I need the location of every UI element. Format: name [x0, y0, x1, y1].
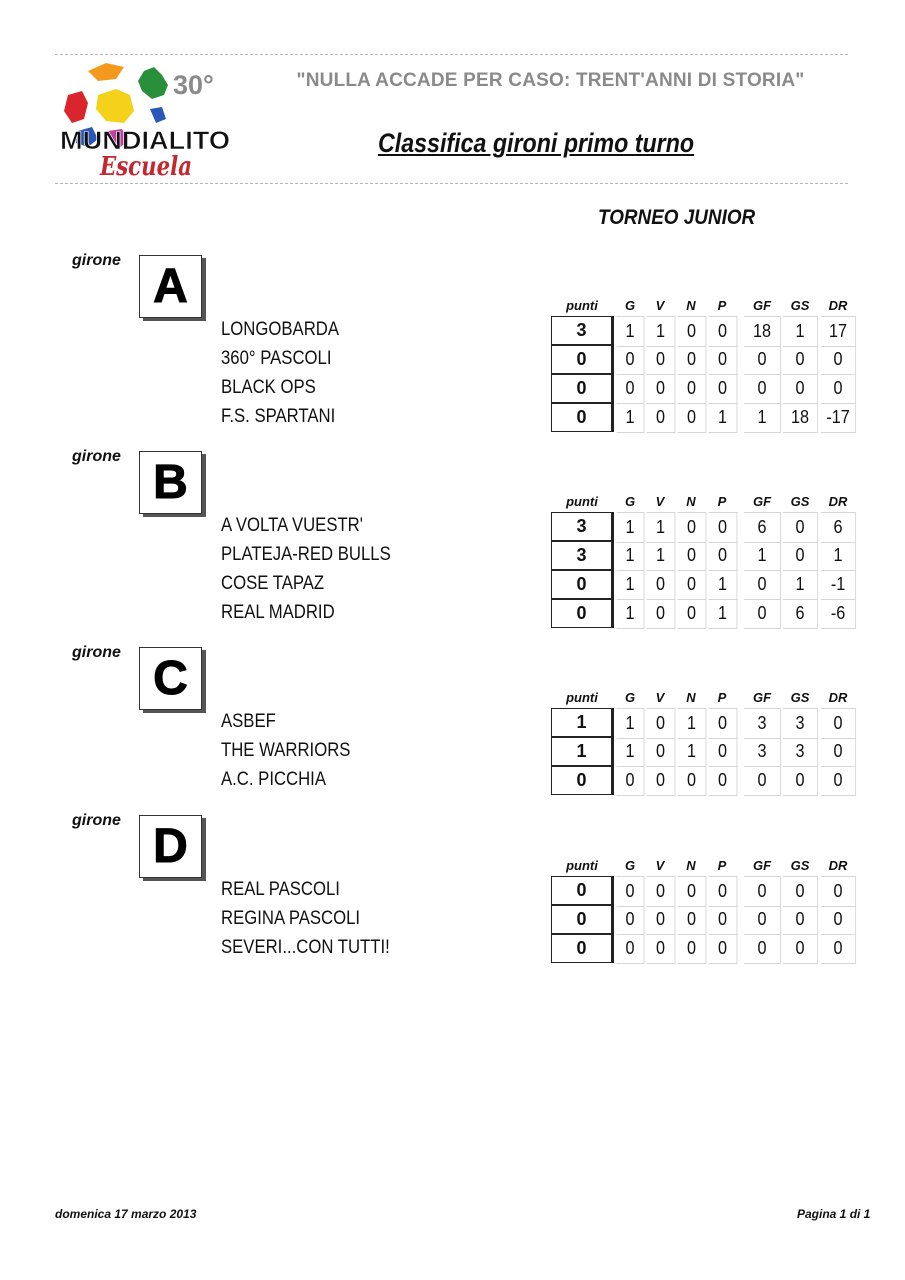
column-header-points: punti — [566, 690, 598, 705]
stat-n: 0 — [677, 876, 706, 907]
stat-gf: 1 — [744, 541, 781, 571]
stat-n: 0 — [677, 766, 706, 796]
stat-v: 0 — [646, 934, 675, 964]
stat-gs: 0 — [783, 905, 818, 935]
column-header-points: punti — [566, 298, 598, 313]
table-row — [0, 737, 905, 766]
team-name: SEVERI...CON TUTTI! — [221, 937, 390, 958]
column-header-n: N — [686, 494, 696, 509]
stat-p: 0 — [708, 708, 737, 739]
stat-n: 1 — [677, 708, 706, 739]
stat-n: 0 — [677, 403, 706, 433]
group-letter: C — [153, 651, 188, 705]
svg-text:MUNDIALITO: MUNDIALITO — [60, 127, 230, 155]
stat-p: 0 — [708, 512, 737, 543]
column-header-v: V — [655, 858, 665, 873]
stat-dr: 0 — [821, 345, 856, 375]
team-points: 3 — [551, 316, 614, 345]
stat-gf: 0 — [744, 374, 781, 404]
column-header-gf: GF — [752, 858, 772, 873]
stat-gf: 0 — [744, 876, 781, 907]
stat-gs: 1 — [783, 316, 818, 347]
stat-gf: 3 — [744, 737, 781, 767]
team-points: 0 — [551, 374, 614, 403]
stat-p: 0 — [708, 737, 737, 767]
group-letter: A — [153, 259, 188, 313]
team-points: 0 — [551, 403, 614, 432]
stat-gf: 0 — [744, 934, 781, 964]
team-name: 360° PASCOLI — [221, 348, 332, 369]
team-name: A VOLTA VUESTR' — [221, 515, 363, 536]
table-row — [0, 599, 905, 628]
stat-v: 0 — [646, 403, 675, 433]
stat-p: 0 — [708, 374, 737, 404]
stat-gf: 0 — [744, 345, 781, 375]
stat-p: 0 — [708, 541, 737, 571]
stat-p: 1 — [708, 599, 737, 629]
stat-gs: 3 — [783, 708, 818, 739]
stat-v: 0 — [646, 374, 675, 404]
stat-n: 0 — [677, 599, 706, 629]
stat-g: 0 — [617, 934, 645, 964]
group-label: girone — [72, 448, 121, 465]
column-header-dr: DR — [828, 690, 848, 705]
column-header-dr: DR — [828, 494, 848, 509]
stat-v: 1 — [646, 512, 675, 543]
stat-dr: 0 — [821, 737, 856, 767]
stat-gs: 6 — [783, 599, 818, 629]
group-letter-box — [139, 255, 202, 318]
stat-n: 0 — [677, 512, 706, 543]
stat-n: 1 — [677, 737, 706, 767]
table-row — [0, 512, 905, 541]
column-header-g: G — [624, 690, 636, 705]
stat-g: 1 — [617, 316, 645, 347]
column-header-p: P — [717, 494, 727, 509]
column-header-v: V — [655, 298, 665, 313]
stat-p: 0 — [708, 934, 737, 964]
stat-dr: 0 — [821, 708, 856, 739]
stat-p: 0 — [708, 766, 737, 796]
stat-dr: 0 — [821, 934, 856, 964]
stat-dr: 0 — [821, 876, 856, 907]
stat-gs: 0 — [783, 766, 818, 796]
stat-gs: 0 — [783, 512, 818, 543]
stat-v: 1 — [646, 316, 675, 347]
stat-gf: 18 — [744, 316, 781, 347]
stat-n: 0 — [677, 316, 706, 347]
stat-n: 0 — [677, 570, 706, 600]
stat-v: 0 — [646, 905, 675, 935]
stat-v: 0 — [646, 570, 675, 600]
stat-v: 0 — [646, 876, 675, 907]
column-header-v: V — [655, 690, 665, 705]
svg-text:Escuela: Escuela — [99, 152, 192, 182]
page-title: Classifica gironi primo turno — [378, 128, 695, 158]
stat-dr: 17 — [821, 316, 856, 347]
anniversary-badge: 30° — [173, 70, 214, 100]
stat-gf: 0 — [744, 570, 781, 600]
stat-v: 0 — [646, 737, 675, 767]
column-header-dr: DR — [828, 858, 848, 873]
team-name: LONGOBARDA — [221, 319, 340, 340]
table-row — [0, 316, 905, 345]
column-header-gf: GF — [752, 690, 772, 705]
group-label: girone — [72, 252, 121, 269]
stat-dr: -6 — [821, 599, 856, 629]
stat-g: 1 — [617, 708, 645, 739]
column-header-p: P — [717, 690, 727, 705]
stat-gs: 0 — [783, 876, 818, 907]
team-points: 0 — [551, 570, 614, 599]
team-points: 0 — [551, 876, 614, 905]
stat-p: 0 — [708, 876, 737, 907]
stat-gf: 0 — [744, 766, 781, 796]
column-header-n: N — [686, 690, 696, 705]
team-points: 1 — [551, 708, 614, 737]
column-header-points: punti — [566, 858, 598, 873]
table-row — [0, 345, 905, 374]
column-header-gs: GS — [790, 690, 810, 705]
column-header-points: punti — [566, 494, 598, 509]
stat-gs: 1 — [783, 570, 818, 600]
stat-dr: 1 — [821, 541, 856, 571]
column-header-g: G — [624, 298, 636, 313]
column-header-gs: GS — [790, 494, 810, 509]
group-letter: B — [153, 455, 188, 509]
team-points: 0 — [551, 934, 614, 963]
stat-gf: 3 — [744, 708, 781, 739]
stat-gs: 0 — [783, 345, 818, 375]
stat-n: 0 — [677, 934, 706, 964]
stat-p: 0 — [708, 345, 737, 375]
team-name: F.S. SPARTANI — [221, 406, 336, 427]
stat-g: 1 — [617, 512, 645, 543]
header-subtitle: "NULLA ACCADE PER CASO: TRENT'ANNI DI STORIA" — [296, 70, 805, 91]
stat-g: 0 — [617, 374, 645, 404]
stat-p: 1 — [708, 403, 737, 433]
team-name: REAL PASCOLI — [221, 879, 340, 900]
table-row — [0, 905, 905, 934]
column-header-gs: GS — [790, 298, 810, 313]
group-letter-box — [139, 451, 202, 514]
team-points: 0 — [551, 599, 614, 628]
table-row — [0, 876, 905, 905]
column-header-n: N — [686, 298, 696, 313]
team-points: 3 — [551, 512, 614, 541]
tournament-title: TORNEO JUNIOR — [598, 206, 756, 229]
group-label: girone — [72, 644, 121, 661]
stat-gf: 0 — [744, 599, 781, 629]
team-name: BLACK OPS — [221, 377, 316, 398]
stat-g: 1 — [617, 541, 645, 571]
stat-v: 1 — [646, 541, 675, 571]
stat-dr: 0 — [821, 905, 856, 935]
stat-p: 0 — [708, 905, 737, 935]
stat-g: 0 — [617, 905, 645, 935]
stat-dr: 0 — [821, 766, 856, 796]
team-points: 0 — [551, 345, 614, 374]
team-points: 3 — [551, 541, 614, 570]
team-points: 0 — [551, 905, 614, 934]
group-letter: D — [153, 819, 188, 873]
team-name: REAL MADRID — [221, 602, 335, 623]
stat-n: 0 — [677, 905, 706, 935]
stat-p: 1 — [708, 570, 737, 600]
stat-g: 0 — [617, 876, 645, 907]
column-header-v: V — [655, 494, 665, 509]
stat-v: 0 — [646, 708, 675, 739]
team-points: 1 — [551, 737, 614, 766]
team-name: A.C. PICCHIA — [221, 769, 326, 790]
stat-gs: 3 — [783, 737, 818, 767]
stat-gf: 0 — [744, 905, 781, 935]
group-label: girone — [72, 812, 121, 829]
table-row — [0, 541, 905, 570]
table-row — [0, 374, 905, 403]
team-name: ASBEF — [221, 711, 276, 732]
group-letter-box — [139, 815, 202, 878]
column-header-gf: GF — [752, 298, 772, 313]
column-header-gs: GS — [790, 858, 810, 873]
column-header-p: P — [717, 298, 727, 313]
table-row — [0, 766, 905, 795]
stat-g: 1 — [617, 599, 645, 629]
stat-n: 0 — [677, 345, 706, 375]
team-name: REGINA PASCOLI — [221, 908, 361, 929]
stat-p: 0 — [708, 316, 737, 347]
stat-gs: 18 — [783, 403, 818, 433]
footer-date: domenica 17 marzo 2013 — [55, 1207, 197, 1221]
stat-v: 0 — [646, 766, 675, 796]
column-header-g: G — [624, 858, 636, 873]
stat-dr: -1 — [821, 570, 856, 600]
stat-g: 1 — [617, 403, 645, 433]
column-header-dr: DR — [828, 298, 848, 313]
stat-g: 1 — [617, 570, 645, 600]
group-letter-box — [139, 647, 202, 710]
stat-n: 0 — [677, 374, 706, 404]
stat-gf: 6 — [744, 512, 781, 543]
stat-gf: 1 — [744, 403, 781, 433]
team-name: PLATEJA-RED BULLS — [221, 544, 391, 565]
column-header-n: N — [686, 858, 696, 873]
stat-dr: 6 — [821, 512, 856, 543]
stat-g: 0 — [617, 345, 645, 375]
stat-v: 0 — [646, 345, 675, 375]
stat-g: 1 — [617, 737, 645, 767]
page-header — [55, 54, 848, 184]
table-row — [0, 934, 905, 963]
column-header-p: P — [717, 858, 727, 873]
stat-dr: 0 — [821, 374, 856, 404]
stat-dr: -17 — [821, 403, 856, 433]
column-header-gf: GF — [752, 494, 772, 509]
table-row — [0, 403, 905, 432]
column-header-g: G — [624, 494, 636, 509]
stat-gs: 0 — [783, 934, 818, 964]
team-points: 0 — [551, 766, 614, 795]
table-row — [0, 570, 905, 599]
team-name: COSE TAPAZ — [221, 573, 325, 594]
stat-n: 0 — [677, 541, 706, 571]
stat-gs: 0 — [783, 374, 818, 404]
table-row — [0, 708, 905, 737]
stat-g: 0 — [617, 766, 645, 796]
team-name: THE WARRIORS — [221, 740, 351, 761]
stat-gs: 0 — [783, 541, 818, 571]
footer-page-number: Pagina 1 di 1 — [797, 1207, 871, 1221]
stat-v: 0 — [646, 599, 675, 629]
